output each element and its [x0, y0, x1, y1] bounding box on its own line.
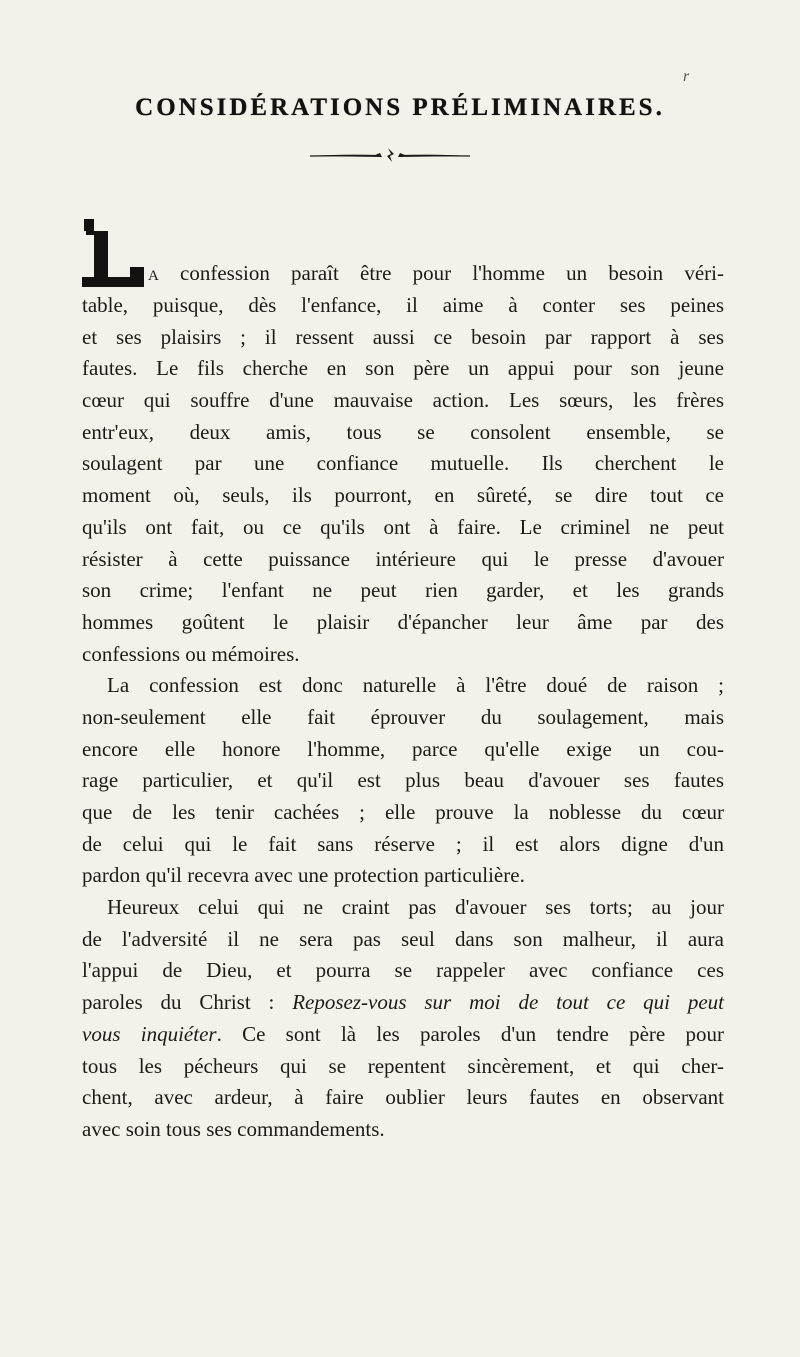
text-line: et ses plaisirs ; il ressent aussi ce besoin par rapport à ses: [82, 324, 724, 349]
drop-cap: [82, 215, 142, 287]
corner-mark: r: [683, 68, 690, 85]
text-line: l'appui de Dieu, et pourra se rappeler avec confiance ces: [82, 958, 724, 983]
text-line: [82, 987, 724, 1019]
text-line: de celui qui le fait sans réserve ; il est alors digne d'un: [82, 831, 724, 856]
quote-italic: Reposez-vous sur moi de tout ce qui peut: [292, 990, 724, 1015]
text-line: résister à cette puissance intérieure qui le presse d'avouer: [82, 546, 724, 571]
drop-cap-glyph: [82, 215, 144, 289]
first-line-rest: confession paraît être pour l'homme un besoin véri-: [158, 261, 724, 285]
text-line: [82, 1019, 724, 1051]
quote-prefix: paroles du Christ :: [82, 990, 293, 1015]
text-line: fautes. Le fils cherche en son père un appui pour son jeune: [82, 356, 724, 381]
first-line: [148, 258, 724, 290]
text-line: entr'eux, deux amis, tous se consolent ensemble, se: [82, 419, 724, 444]
text-line: cœur qui souffre d'une mauvaise action. Les sœurs, les frères: [82, 388, 724, 413]
first-line-smallcap: a: [148, 261, 159, 285]
text-line: encore elle honore l'homme, parce qu'elle exige un cou-: [82, 736, 724, 761]
text-line: pardon qu'il recevra avec une protection particulière.: [82, 863, 525, 888]
text-line: Heureux celui qui ne craint pas d'avouer ses torts; au jour: [107, 895, 724, 920]
text-line: rage particulier, et qu'il est plus beau d'avouer ses fautes: [82, 768, 724, 793]
ornamental-rule-icon: [290, 146, 490, 164]
body-text: [82, 290, 724, 1146]
text-line: qu'ils ont fait, ou ce qu'ils ont à faire. Le criminel ne peut: [82, 514, 724, 539]
text-line: son crime; l'enfant ne peut rien garder, et les grands: [82, 578, 724, 603]
text-line: table, puisque, dès l'enfance, il aime à conter ses peines: [82, 293, 724, 317]
text-line: chent, avec ardeur, à faire oublier leurs fautes en observant: [82, 1085, 724, 1110]
quote-italic-continued: vous inquiéter: [82, 1021, 217, 1046]
text-line: de l'adversité il ne sera pas seul dans son malheur, il aura: [82, 926, 724, 951]
page-heading: CONSIDÉRATIONS PRÉLIMINAIRES.: [135, 94, 665, 121]
text-line: avec soin tous ses commandements.: [82, 1116, 385, 1141]
text-line: moment où, seuls, ils pourront, en sûreté, se dire tout ce: [82, 483, 724, 508]
text-line: tous les pécheurs qui se repentent sincèrement, et qui cher-: [82, 1053, 724, 1078]
text-line: confessions ou mémoires.: [82, 641, 300, 666]
quote-rest: . Ce sont là les paroles d'un tendre père pour: [216, 1021, 725, 1046]
text-line: soulagent par une confiance mutuelle. Ils cherchent le: [82, 451, 724, 476]
text-line: non-seulement elle fait éprouver du soulagement, mais: [82, 704, 724, 729]
text-line: La confession est donc naturelle à l'être doué de raison ;: [107, 673, 724, 698]
text-line: hommes goûtent le plaisir d'épancher leur âme par des: [82, 609, 724, 634]
text-line: que de les tenir cachées ; elle prouve la noblesse du cœur: [82, 800, 724, 824]
